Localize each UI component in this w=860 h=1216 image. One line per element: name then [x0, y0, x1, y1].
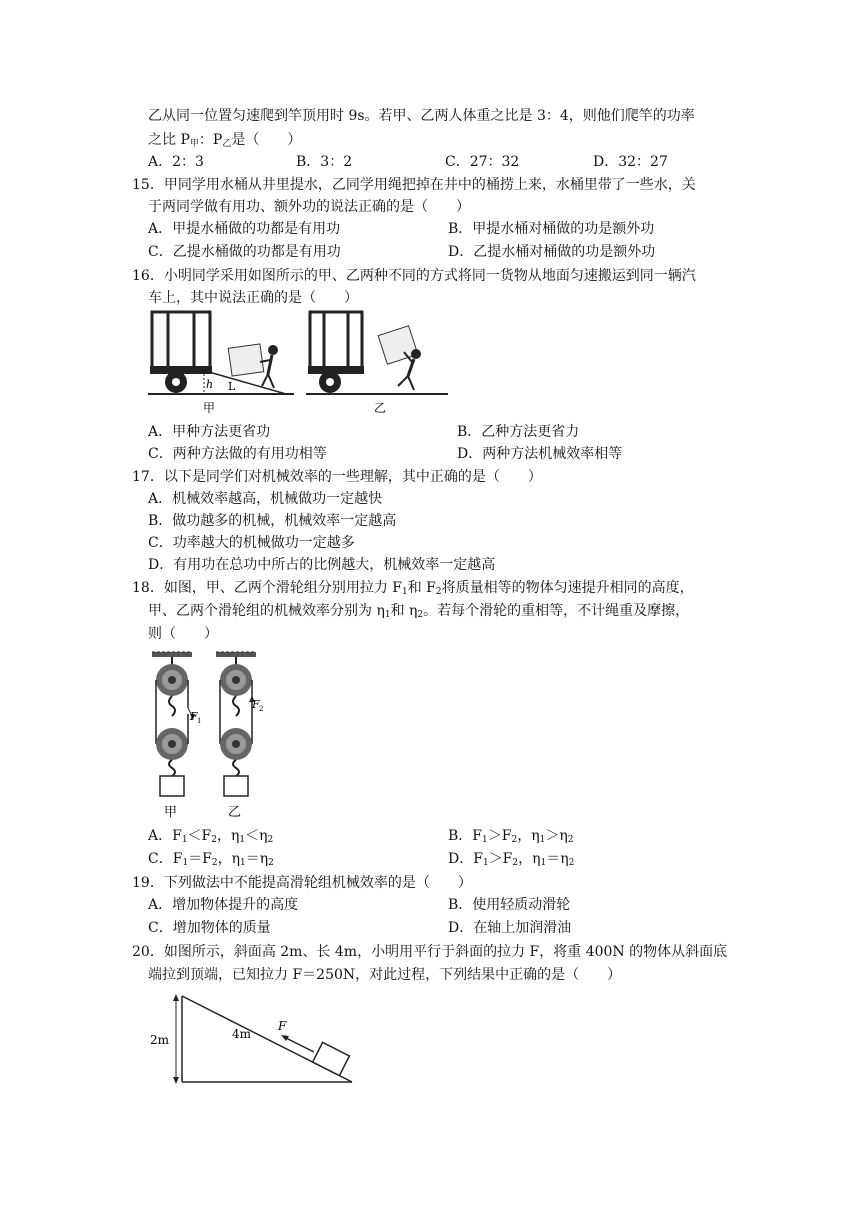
q16-option-d: D．两种方法机械效率相等	[457, 446, 623, 462]
q18-fig-label-yi: 乙	[228, 805, 242, 820]
q19-line1: 19．下列做法中不能提高滑轮组机械效率的是（ ）	[132, 875, 472, 891]
q18-line2: 甲、乙两个滑轮组的机械效率分别为 $\eta_1$和 $\eta_2$。若每个滑轮的重相等，不计绳重及摩擦，	[148, 603, 690, 620]
q20-figure-incline	[148, 990, 362, 1088]
q18-fig-label-jia: 甲	[164, 805, 178, 820]
q16-option-a: A．甲种方法更省功	[148, 424, 271, 440]
q18-line1: 18．如图，甲、乙两个滑轮组分别用拉力 $F_1$和 $F_2$将质量相等的物体匀速提升相同的高度，	[132, 580, 694, 597]
q16-figure-ramp	[146, 308, 296, 420]
q15-line1: 15．甲同学用水桶从井里提水，乙同学用绳把掉在井中的桶捞上来，水桶里带了一些水，关	[132, 177, 696, 193]
q18-figure-pulleys	[146, 650, 276, 822]
q17-option-b: B．做功越多的机械，机械效率一定越高	[148, 513, 397, 529]
q18-fig-label-F1: F	[190, 710, 198, 723]
q20-line2: 端拉到顶端，已知拉力 F＝250N，对此过程，下列结果中正确的是（ ）	[148, 967, 622, 983]
q20-fig-label-height: 2m	[150, 1033, 170, 1047]
q16-fig-label-jia: 甲	[203, 401, 216, 415]
q16-option-c: C．两种方法做的有用功相等	[148, 446, 327, 462]
q18-option-b: B．$F_1>F_2$，$\eta_1>\eta_2$	[448, 828, 574, 845]
q15-option-c: C．乙提水桶做的功都是有用功	[148, 244, 341, 260]
q16-line1: 16．小明同学采用如图所示的甲、乙两种不同的方式将同一货物从地面匀速搬运到同一辆汽	[132, 268, 696, 284]
q16-figure-lift	[304, 308, 454, 420]
q18-fig-label-F2: F	[252, 698, 260, 711]
q14-line1: 乙从同一位置匀速爬到竿顶用时 9s。若甲、乙两人体重之比是 3：4，则他们爬竿的功率	[148, 108, 695, 124]
q15-option-b: B．甲提水桶对桶做的功是额外功	[448, 221, 655, 237]
q16-line2: 车上，其中说法正确的是（ ）	[148, 290, 358, 306]
q17-line1: 17．以下是同学们对机械效率的一些理解，其中正确的是（ ）	[132, 469, 542, 485]
q17-option-c: C．功率越大的机械做功一定越多	[148, 535, 355, 551]
q16-fig-label-L: L	[228, 380, 236, 393]
q18-line3: 则（ ）	[148, 626, 218, 642]
q20-fig-label-length: 4m	[232, 1027, 252, 1041]
q18-option-c: C．$F_1=F_2$，$\eta_1=\eta_2$	[148, 851, 274, 868]
q15-option-a: A．甲提水桶做的功都是有用功	[148, 221, 341, 237]
q14-line2: 之比 $P_甲$：$P_乙$是（ ）	[148, 132, 302, 149]
q18-option-a: A．$F_1<F_2$，$\eta_1<\eta_2$	[148, 828, 274, 845]
q18-fig-label-F1-sub: 1	[197, 717, 202, 725]
q17-option-d: D．有用功在总功中所占的比例越大，机械效率一定越高	[148, 557, 496, 573]
q19-option-d: D．在轴上加润滑油	[448, 920, 572, 936]
q14-option-b: B．3：2	[296, 154, 353, 170]
q15-option-d: D．乙提水桶对桶做的功是额外功	[448, 244, 656, 260]
q20-line1: 20．如图所示，斜面高 2m、长 4m，小明用平行于斜面的拉力 F，将重 400N 的物体从斜面底	[132, 944, 728, 960]
q16-fig-label-h: h	[206, 378, 214, 391]
q17-option-a: A．机械效率越高，机械做功一定越快	[148, 491, 383, 507]
q18-option-d: D．$F_1>F_2$，$\eta_1=\eta_2$	[448, 851, 575, 868]
q14-option-d: D．32：27	[593, 154, 668, 170]
q19-option-a: A．增加物体提升的高度	[148, 897, 299, 913]
q14-option-a: A．2：3	[148, 154, 204, 170]
q19-option-c: C．增加物体的质量	[148, 920, 271, 936]
q19-option-b: B．使用轻质动滑轮	[448, 897, 571, 913]
q15-line2: 于两同学做有用功、额外功的说法正确的是（ ）	[148, 199, 470, 215]
q20-fig-label-F: F	[278, 1019, 287, 1033]
q14-option-c: C．27：32	[445, 154, 520, 170]
q16-fig-label-yi: 乙	[374, 401, 387, 415]
q18-fig-label-F2-sub: 2	[259, 705, 264, 713]
q16-option-b: B．乙种方法更省力	[457, 424, 580, 440]
